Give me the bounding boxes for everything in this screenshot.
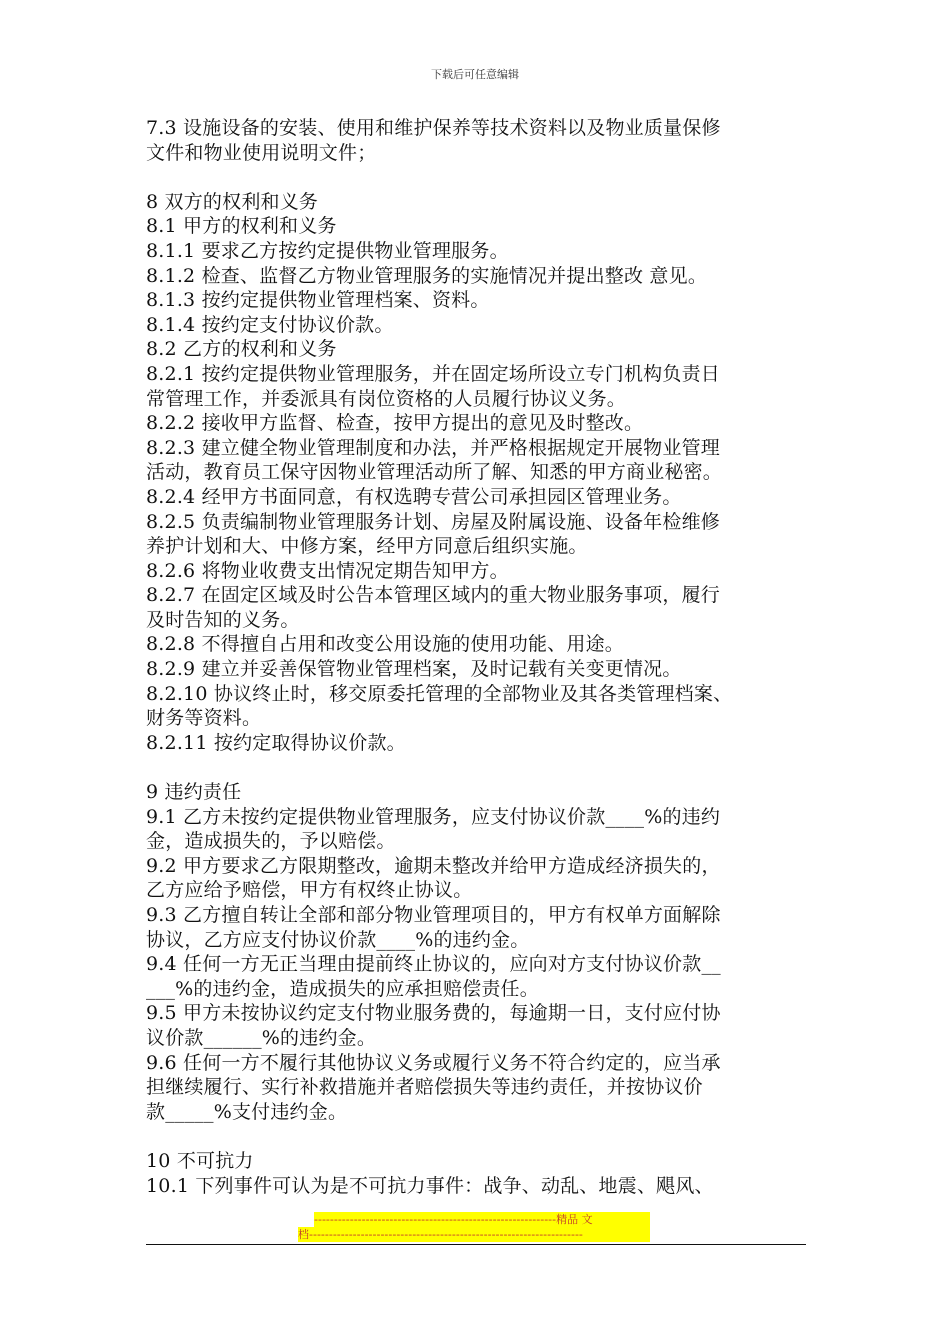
text-line: 养护计划和大、中修方案，经甲方同意后组织实施。 <box>146 535 588 558</box>
text-line: 金，造成损失的，予以赔偿。 <box>146 830 396 853</box>
text-line: ___%的违约金，造成损失的应承担赔偿责任。 <box>146 977 539 1000</box>
subsection-heading: 8.1 甲方的权利和义务 <box>146 215 337 238</box>
text-line: 8.2.11 按约定取得协议价款。 <box>146 731 406 754</box>
blank-line <box>146 1124 818 1149</box>
text-line: 常管理工作，并委派具有岗位资格的人员履行协议义务。 <box>146 387 627 410</box>
text-line: 8.1.3 按约定提供物业管理档案、资料。 <box>146 289 490 312</box>
text-line: 及时告知的义务。 <box>146 608 300 631</box>
text-line: 9.5 甲方未按协议约定支付物业服务费的，每逾期一日，支付应付协 <box>146 1002 721 1025</box>
text-line: 8.2.5 负责编制物业管理服务计划、房屋及附属设施、设备年检维修 <box>146 510 720 533</box>
text-line: 9.6 任何一方不履行其他协议义务或履行义务不符合约定的，应当承 <box>146 1051 721 1074</box>
text-line: 9.1 乙方未按约定提供物业管理服务，应支付协议价款____%的违约 <box>146 805 721 828</box>
text-line: 8.2.6 将物业收费支出情况定期告知甲方。 <box>146 559 509 582</box>
text-line: 8.2.3 建立健全物业管理制度和办法，并严格根据规定开展物业管理 <box>146 436 720 459</box>
text-line: 担继续履行、实行补救措施并者赔偿损失等违约责任，并按协议价 <box>146 1076 703 1099</box>
text-line: 款_____%支付违约金。 <box>146 1100 348 1123</box>
footer-banner-line: 档--------------------------------------------------------------------- <box>298 1227 650 1242</box>
text-line: 9.3 乙方擅自转让全部和部分物业管理项目的，甲方有权单方面解除 <box>146 904 721 926</box>
text-line: 活动，教育员工保守因物业管理活动所了解、知悉的甲方商业秘密。 <box>146 461 723 484</box>
footer-watermark-banner <box>298 1212 650 1242</box>
text-line: 财务等资料。 <box>146 707 262 730</box>
footer-divider <box>146 1244 806 1245</box>
section-heading: 9 违约责任 <box>146 781 242 804</box>
text-line: 8.2.8 不得擅自占用和改变公用设施的使用功能、用途。 <box>146 633 624 656</box>
text-line: 8.2.9 建立并妥善保管物业管理档案，及时记载有关变更情况。 <box>146 658 682 681</box>
text-line: 8.2.2 接收甲方监督、检查，按甲方提出的意见及时整改。 <box>146 412 644 435</box>
blank-line <box>146 165 818 190</box>
page-header: 下载后可任意编辑 <box>431 68 519 81</box>
footer-banner-line: -------------------------------------------------------------精品 文 <box>314 1212 650 1227</box>
text-line: 7.3 设施设备的安装、使用和维护保养等技术资料以及物业质量保修 <box>146 117 721 139</box>
text-line: 8.1.4 按约定支付协议价款。 <box>146 313 394 336</box>
text-line: 9.4 任何一方无正当理由提前终止协议的，应向对方支付协议价款__ <box>146 953 721 976</box>
text-line: 协议，乙方应支付协议价款____%的违约金。 <box>146 928 530 951</box>
text-line: 议价款______%的违约金。 <box>146 1026 377 1049</box>
text-line: 8.2.1 按约定提供物业管理服务，并在固定场所设立专门机构负责日 <box>146 362 720 385</box>
text-line: 乙方应给予赔偿，甲方有权终止协议。 <box>146 879 473 902</box>
text-line: 9.2 甲方要求乙方限期整改，逾期未整改并给甲方造成经济损失的， <box>146 854 721 877</box>
text-line: 8.2.7 在固定区域及时公告本管理区域内的重大物业服务事项，履行 <box>146 584 720 607</box>
section-heading: 8 双方的权利和义务 <box>146 190 319 213</box>
blank-line <box>146 755 818 780</box>
section-heading: 10 不可抗力 <box>146 1149 254 1172</box>
text-line: 文件和物业使用说明文件； <box>146 141 377 164</box>
subsection-heading: 8.2 乙方的权利和义务 <box>146 338 337 361</box>
text-line: 8.2.10 协议终止时，移交原委托管理的全部物业及其各类管理档案、 <box>146 682 733 705</box>
text-line: 8.1.2 检查、监督乙方物业管理服务的实施情况并提出整改 意见。 <box>146 264 708 287</box>
text-line: 8.2.4 经甲方书面同意，有权选聘专营公司承担园区管理业务。 <box>146 485 682 508</box>
text-line: 10.1 下列事件可认为是不可抗力事件：战争、动乱、地震、飓风、 <box>146 1174 714 1197</box>
text-line: 8.1.1 要求乙方按约定提供物业管理服务。 <box>146 239 509 262</box>
document-body <box>146 116 818 1198</box>
